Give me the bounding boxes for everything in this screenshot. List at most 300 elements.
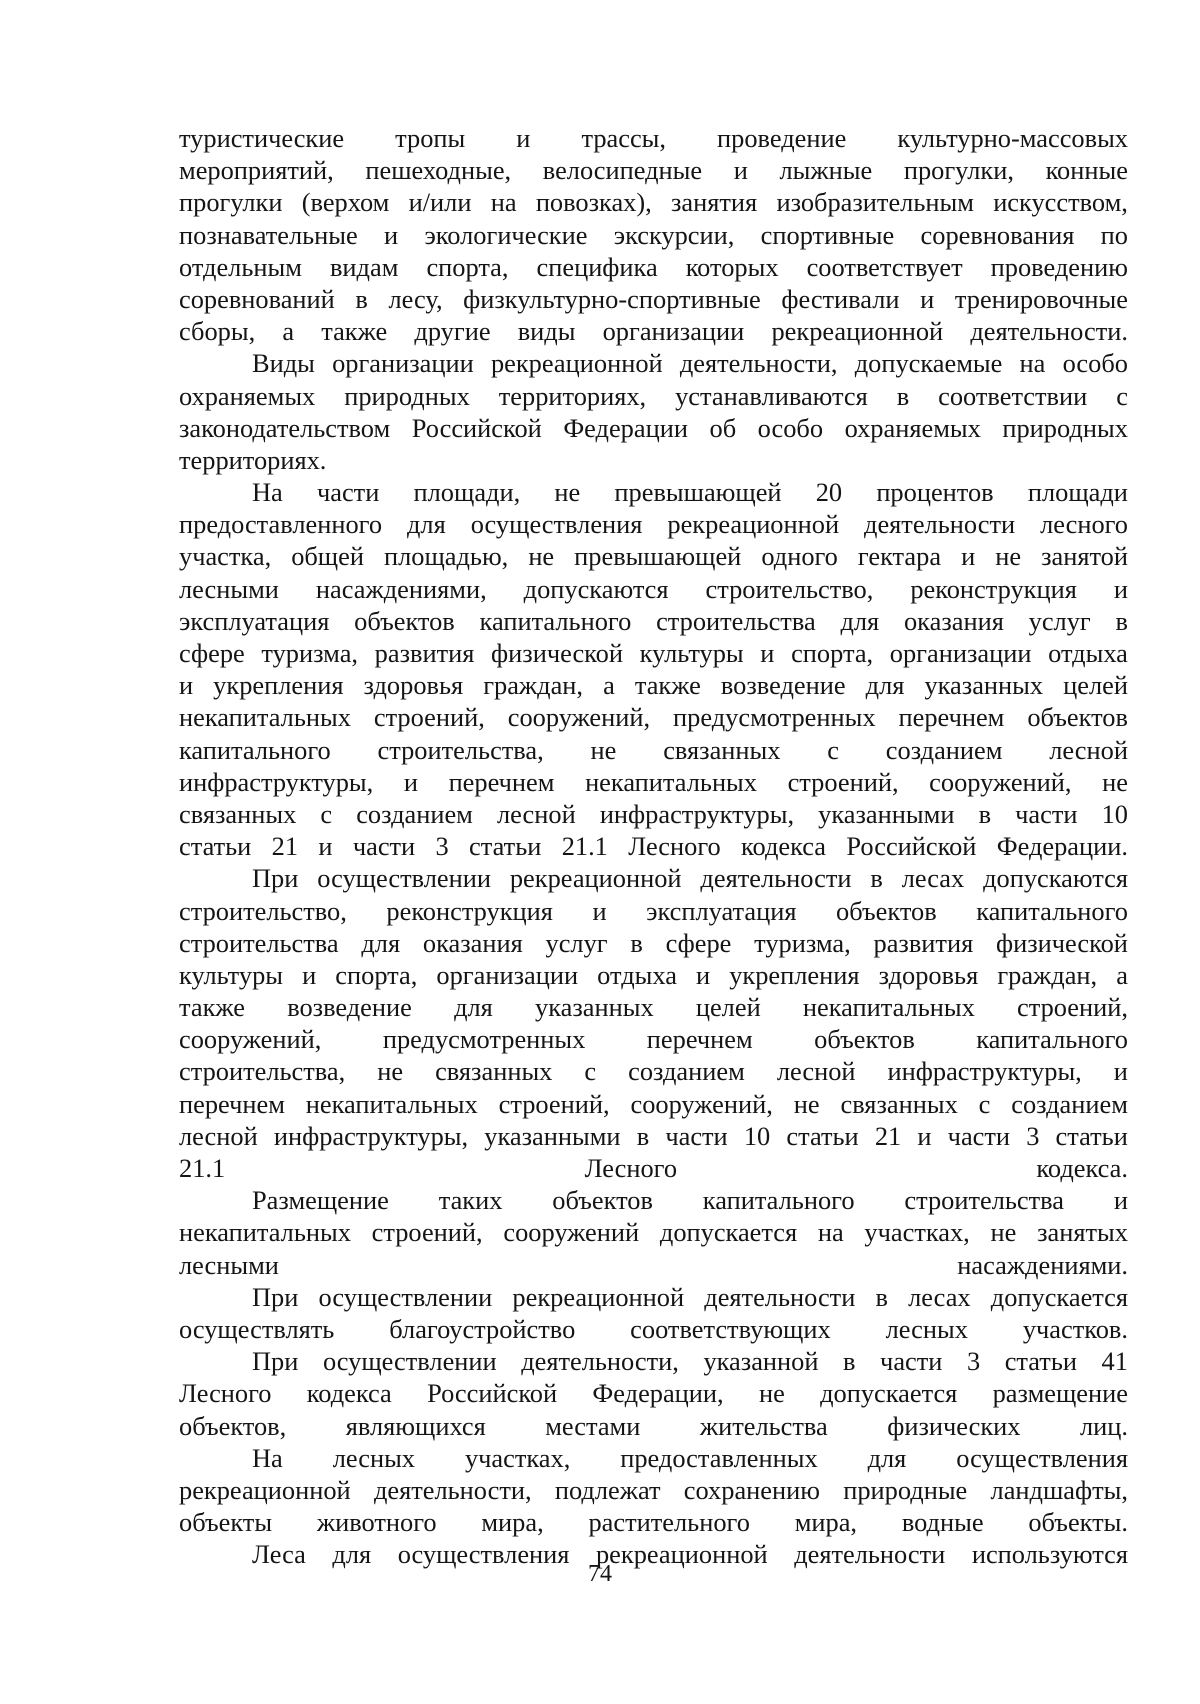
paragraph: [179, 347, 1128, 476]
word: процентов: [876, 477, 994, 508]
word: сооружений,: [179, 1024, 322, 1055]
word: лесах: [908, 1281, 971, 1312]
word: не: [590, 734, 617, 765]
word: пешеходные,: [365, 155, 512, 186]
word: допускается: [820, 1378, 958, 1409]
word: статьи: [1055, 1120, 1128, 1151]
word: с: [320, 798, 333, 829]
word: спорта,: [791, 638, 874, 668]
word: созданием: [356, 798, 473, 829]
word: для: [865, 670, 905, 701]
text-line: [179, 122, 1128, 154]
word: перечнем: [646, 1024, 753, 1055]
word: перечнем: [448, 766, 555, 797]
word: прогулки: [179, 187, 283, 218]
word: строительство,: [179, 895, 347, 926]
word: для: [867, 1442, 907, 1473]
word: фестивали: [781, 283, 900, 314]
word: превышающей: [614, 477, 782, 508]
word: предусмотренных: [673, 702, 876, 733]
word: созданием: [1011, 1088, 1128, 1119]
text-line: [179, 1474, 1128, 1506]
word: возведение: [720, 670, 846, 701]
word: осуществления: [956, 1442, 1128, 1473]
word: для: [454, 992, 493, 1023]
word: площади: [1027, 477, 1128, 508]
word: статьи: [1004, 1346, 1077, 1377]
word: развития: [374, 638, 475, 668]
word: услуг: [1028, 605, 1091, 636]
word: лыжные: [779, 155, 873, 186]
word: 21: [874, 1120, 902, 1151]
word: рекреационной: [512, 1281, 685, 1312]
word: не: [528, 541, 555, 572]
word: размещение: [992, 1378, 1128, 1409]
word: одного: [761, 541, 838, 572]
text-line: [179, 991, 1128, 1023]
word: конные: [1045, 155, 1128, 186]
paragraph: [179, 122, 1128, 347]
word: сооружений,: [630, 1088, 773, 1119]
word: физкультурно-спортивные: [463, 283, 761, 314]
word: части: [947, 1120, 1011, 1151]
word: об: [709, 412, 737, 443]
word: спорта,: [335, 959, 418, 990]
word: и: [592, 895, 607, 926]
word: некапитальных: [585, 766, 757, 797]
word: не: [758, 1378, 785, 1409]
text-line: [179, 1088, 1128, 1120]
word: реконструкция: [910, 573, 1077, 604]
text-line: [179, 219, 1128, 251]
word: соответствует: [806, 251, 963, 282]
word: предоставленных: [620, 1442, 818, 1473]
text-line: [179, 669, 1128, 701]
word: искусством,: [993, 187, 1128, 218]
word: не: [377, 1056, 404, 1087]
word: допускаются: [523, 573, 669, 604]
text-line: объекты животного мира, растительного мира, водные объекты.: [179, 1507, 1128, 1538]
word: законодательством: [179, 412, 391, 443]
word: возведение: [287, 992, 412, 1023]
word: и: [733, 155, 748, 186]
text-line: [179, 637, 1128, 669]
word: в: [875, 1281, 888, 1312]
word: сфере: [179, 638, 245, 668]
word: и: [1113, 1056, 1128, 1087]
word: и: [403, 766, 418, 797]
word: территориях,: [498, 380, 647, 411]
word: и/или: [408, 187, 472, 218]
text-line: [179, 573, 1128, 605]
word: капитального: [179, 734, 331, 765]
paragraph: [179, 1184, 1128, 1281]
word: созданием: [628, 1056, 745, 1087]
word: строений,: [373, 702, 485, 733]
word: не: [793, 1088, 820, 1119]
text-line: [179, 895, 1128, 927]
word: лесу,: [388, 283, 443, 314]
word: гектара: [857, 541, 942, 572]
word: особо: [757, 412, 824, 443]
word: части: [665, 1120, 728, 1151]
word: изобразительным: [776, 187, 974, 218]
word: целей: [695, 992, 761, 1023]
word: Российской: [411, 412, 542, 443]
word: экологические: [424, 219, 588, 250]
word: Российской: [427, 1378, 558, 1409]
word: осуществлении: [317, 863, 491, 894]
word: капитального: [479, 605, 632, 636]
word: капитального: [702, 1185, 855, 1216]
word: указанными: [818, 798, 955, 829]
word: здоровья: [363, 670, 464, 701]
paragraph: [179, 1442, 1128, 1539]
word: физической: [996, 927, 1128, 958]
word: устанавливаются: [675, 380, 868, 411]
word: Виды: [252, 348, 315, 379]
word: строительства: [656, 605, 816, 636]
text-line: [179, 380, 1128, 412]
word: граждан,: [997, 959, 1098, 990]
text-line: [179, 1442, 1128, 1474]
word: строительство,: [705, 573, 874, 604]
text-line: [179, 605, 1128, 637]
word: велосипедные: [542, 155, 703, 186]
word: строений,: [498, 1088, 610, 1119]
word: лесной: [179, 1120, 258, 1151]
text-line: [179, 798, 1128, 830]
text-line: [179, 862, 1128, 894]
word: связанных: [179, 798, 297, 829]
word: эксплуатация: [646, 895, 797, 926]
word: проведению: [990, 251, 1128, 282]
word: развития: [873, 927, 974, 958]
word: (верхом: [301, 187, 390, 218]
word: При: [252, 1281, 299, 1312]
word: кодекса: [306, 1378, 392, 1409]
word: лесных: [332, 1442, 416, 1473]
text-line: объектов, являющихся местами жительства физических лиц.: [179, 1410, 1128, 1441]
word: части: [1015, 798, 1078, 829]
word: оказания: [903, 605, 1004, 636]
word: объектов: [836, 895, 937, 926]
word: рекреационной: [595, 1539, 768, 1570]
word: реконструкция: [386, 895, 553, 926]
word: культурно-массовых: [897, 123, 1128, 153]
word: Лесного: [179, 1378, 272, 1409]
word: деятельности: [700, 863, 852, 894]
word: 10: [743, 1120, 771, 1151]
word: граждан,: [483, 670, 584, 701]
word: в: [636, 1120, 650, 1151]
word: эксплуатация: [179, 605, 330, 636]
word: тренировочные: [954, 283, 1128, 314]
word: оказания: [422, 927, 523, 958]
word: 20: [815, 477, 843, 508]
word: 10: [1101, 798, 1128, 829]
text-line: [179, 1345, 1128, 1377]
word: охраняемых: [179, 380, 316, 411]
word: на: [1019, 348, 1046, 379]
word: и: [179, 670, 194, 701]
word: рекреационной: [490, 348, 663, 379]
text-line: [179, 186, 1128, 218]
word: и: [302, 959, 317, 990]
word: осуществлении: [322, 1346, 497, 1377]
text-line: [179, 701, 1128, 733]
word: На: [252, 1442, 283, 1473]
text-line: [179, 959, 1128, 991]
text-line: [179, 1377, 1128, 1409]
word: природных: [344, 380, 470, 411]
word: объектов: [354, 605, 455, 636]
word: осуществлении: [318, 1281, 493, 1312]
word: превышающей: [574, 541, 742, 572]
text-line: территориях.: [179, 444, 327, 475]
word: используются: [971, 1539, 1128, 1570]
word: объектов: [814, 1024, 915, 1055]
word: деятельности: [794, 1539, 946, 1570]
word: допускаются: [983, 863, 1128, 894]
word: трассы,: [581, 123, 666, 153]
word: сооружений,: [929, 766, 1072, 797]
word: сохранению: [683, 1474, 820, 1505]
text-line: [179, 734, 1128, 766]
word: отдыха: [1048, 638, 1128, 668]
word: предоставленного: [179, 509, 383, 540]
word: для: [361, 927, 401, 958]
word: особо: [1062, 348, 1128, 379]
word: сооружений: [503, 1217, 640, 1248]
paragraph: [179, 862, 1128, 1184]
word: сооружений,: [507, 702, 651, 733]
word: целей: [1063, 670, 1128, 701]
word: не: [554, 477, 581, 508]
word: участка,: [179, 541, 272, 572]
text-line: [179, 347, 1128, 379]
word: общей: [291, 541, 364, 572]
word: деятельности,: [521, 1346, 679, 1377]
word: части: [880, 1346, 943, 1377]
text-line: [179, 1055, 1128, 1087]
word: природные: [843, 1474, 968, 1505]
word: в: [843, 1346, 856, 1377]
word: здоровья: [878, 959, 979, 990]
word: строений,: [1017, 992, 1128, 1023]
word: охраняемых: [844, 412, 981, 443]
word: некапитальных: [802, 992, 975, 1023]
text-line: [179, 476, 1128, 508]
paragraph: [179, 1281, 1128, 1345]
word: не: [1102, 766, 1128, 797]
word: соревнований: [179, 283, 335, 314]
word: статьи: [786, 1120, 859, 1151]
word: некапитальных: [179, 702, 351, 733]
text-line: лесными насаждениями.: [179, 1249, 1128, 1280]
text-line: [179, 154, 1128, 186]
word: организации: [436, 959, 579, 990]
word: лесными: [179, 573, 279, 604]
word: указанных: [535, 992, 654, 1023]
word: объектов: [1027, 702, 1128, 733]
text-line: сборы, а также другие виды организации рекреационной деятельности.: [179, 316, 1128, 347]
word: лесной: [497, 798, 576, 829]
word: осуществления: [397, 1539, 570, 1570]
word: для: [840, 605, 880, 636]
word: части: [316, 477, 380, 508]
word: укрепления: [729, 959, 860, 990]
word: и: [917, 1120, 932, 1151]
word: и: [516, 123, 531, 153]
word: организации: [889, 638, 1032, 668]
word: физической: [491, 638, 623, 668]
text-line: [179, 1023, 1128, 1055]
text-line: [179, 251, 1128, 283]
word: деятельности,: [679, 348, 838, 379]
text-line: [179, 1184, 1128, 1216]
word: объектов: [552, 1185, 653, 1216]
text-line: [179, 412, 1128, 444]
word: тропы: [395, 123, 466, 153]
word: рекреационной: [509, 863, 682, 894]
word: специфика: [536, 251, 658, 282]
word: спорта,: [426, 251, 509, 282]
text-line: [179, 766, 1128, 798]
word: также: [179, 992, 245, 1023]
word: прогулки,: [903, 155, 1014, 186]
word: по: [1100, 219, 1128, 250]
word: лесной: [1049, 734, 1128, 765]
word: природных: [1002, 412, 1128, 443]
word: допускаемые: [854, 348, 1003, 379]
paragraph: [179, 476, 1128, 862]
word: инфраструктуры,: [887, 1056, 1082, 1087]
word: перечнем: [898, 702, 1005, 733]
word: в: [630, 927, 643, 958]
word: туризма,: [754, 927, 851, 958]
word: допускается: [659, 1217, 798, 1248]
word: 41: [1101, 1346, 1128, 1377]
word: Размещение: [252, 1185, 389, 1216]
word: инфраструктуры,: [179, 766, 374, 797]
word: в: [355, 283, 368, 314]
word: с: [978, 1088, 991, 1119]
word: ландшафты,: [990, 1474, 1128, 1505]
word: культуры: [179, 959, 283, 990]
word: спортивные: [760, 219, 895, 250]
word: предусмотренных: [382, 1024, 586, 1055]
word: занятой: [1041, 541, 1128, 572]
word: сфере: [665, 927, 732, 958]
word: также: [634, 670, 701, 701]
word: допускается: [990, 1281, 1128, 1312]
word: площади,: [413, 477, 521, 508]
word: перечнем: [179, 1088, 285, 1119]
word: лесной: [776, 1056, 856, 1087]
word: и: [920, 283, 935, 314]
word: и: [961, 541, 976, 572]
word: инфраструктуры,: [273, 1120, 469, 1151]
word: для: [332, 1539, 372, 1570]
word: занятия: [671, 187, 758, 218]
word: экскурсии,: [613, 219, 735, 250]
word: занятых: [1037, 1217, 1128, 1248]
word: проведение: [717, 123, 847, 153]
word: с: [1116, 380, 1128, 411]
word: некапитальных: [305, 1088, 478, 1119]
word: указанных: [924, 670, 1044, 701]
word: строительства: [904, 1185, 1064, 1216]
word: деятельности: [864, 509, 1016, 540]
word: насаждениями,: [315, 573, 487, 604]
word: осуществления: [470, 509, 643, 540]
word: рекреационной: [179, 1474, 351, 1505]
word: указанной: [703, 1346, 819, 1377]
text-line: 21.1 Лесного кодекса.: [179, 1153, 1128, 1183]
word: с: [584, 1056, 597, 1087]
word: рекреационной: [667, 509, 840, 540]
word: на: [490, 187, 517, 218]
word: инфраструктуры,: [599, 798, 795, 829]
word: связанных: [663, 734, 781, 765]
document-body: [179, 122, 1128, 1570]
word: указанными: [484, 1120, 621, 1151]
word: связанных: [840, 1088, 958, 1119]
text-line: статьи 21 и части 3 статьи 21.1 Лесного кодекса Российской Федерации.: [179, 831, 1128, 862]
word: При: [252, 863, 299, 894]
word: а: [1116, 959, 1128, 990]
word: туристические: [179, 123, 345, 153]
word: на: [817, 1217, 844, 1248]
word: повозках),: [535, 187, 652, 218]
text-line: осуществлять благоустройство соответствующих лесных участков.: [179, 1313, 1128, 1344]
word: в: [896, 380, 910, 411]
page-number: 74: [588, 1561, 612, 1587]
word: площадью,: [383, 541, 509, 572]
text-line: [179, 1216, 1128, 1248]
word: Леса: [252, 1539, 306, 1570]
word: туризма,: [261, 638, 359, 668]
word: видам: [329, 251, 399, 282]
word: деятельности: [704, 1281, 856, 1312]
word: и: [384, 219, 399, 250]
word: отдыха: [597, 959, 677, 990]
word: подлежат: [554, 1474, 661, 1505]
text-line: [179, 283, 1128, 315]
word: мероприятий,: [179, 155, 334, 186]
text-line: [179, 1120, 1128, 1152]
word: с: [827, 734, 839, 765]
text-line: [179, 1281, 1128, 1313]
word: участках,: [864, 1217, 970, 1248]
word: и: [1113, 1185, 1128, 1216]
word: На: [252, 477, 283, 508]
word: строений,: [787, 766, 899, 797]
text-line: [179, 927, 1128, 959]
word: не: [990, 1217, 1017, 1248]
word: познавательные: [179, 219, 358, 250]
word: строительства: [179, 927, 339, 958]
word: строений,: [371, 1217, 483, 1248]
word: Федерации,: [592, 1378, 724, 1409]
word: созданием: [885, 734, 1003, 765]
word: соответствии: [938, 380, 1088, 411]
word: Федерации: [563, 412, 688, 443]
word: и: [1113, 573, 1128, 604]
word: деятельности,: [373, 1474, 532, 1505]
word: 3: [966, 1346, 981, 1377]
